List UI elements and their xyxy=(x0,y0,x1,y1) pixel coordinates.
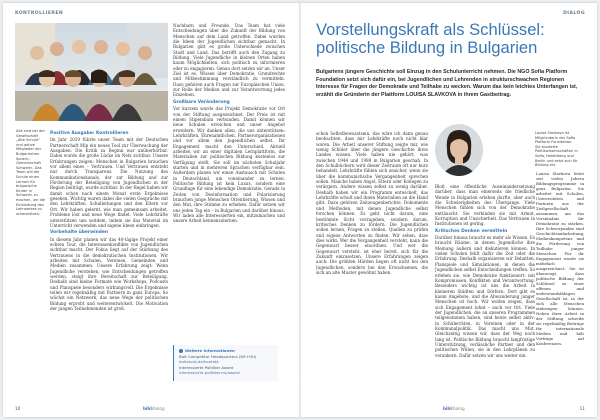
right-side-column xyxy=(536,171,584,401)
info-label-1: Bolt Competitor Headquarters (DE+HU) xyxy=(179,353,257,359)
article-lead: Bulgariens jüngere Geschichte soll Einzug in den Schulunterricht nehmen. Die NGO Sofia Platform Foundation setzt sich dafür ein, bei Jugendlichen und Lehrenden in strukturschwachen Regionen Interesse für Fragen der Demokratie und Teilhabe zu wecken. Warum das kein leichtes Unterfangen ist, erzählt die Gründerin der Plattform LOUISA SLAVKOVA in ihrem Gastbeitrag. xyxy=(316,69,578,98)
left-column-2 xyxy=(173,23,285,341)
right-magazine-brand: bihl xyxy=(443,406,452,411)
left-column-1 xyxy=(50,129,168,399)
right-column-1 xyxy=(316,131,428,401)
left-page xyxy=(3,3,299,417)
right-magazine-suffix: dialog xyxy=(451,406,465,411)
info-link-1[interactable]: boltstudy.de/kontakt xyxy=(179,359,219,365)
left-magazine-name xyxy=(143,406,165,411)
subheading-vorbehalte: Vorbehalte überwinden xyxy=(50,230,109,236)
info-label-2: Interessierte Politiker Award xyxy=(179,364,234,370)
paragraph: In diesem Jahr planen wir das 40-tägige Projekt einer echten Tour, die Interessenkonflikte von Jugendlichen sichtbar macht. Der Fokus liegt auf der Stärkung des Vertrauens in die demokratischen Institutionen. Wir arbeiten mit Schulen, Vereinen, Gemeinden und Medien zusammen. Unsere Erfahrung zeigt: Wenn Jugendliche verstehen, wie Entscheidungen getroffen werden, steigt ihre Bereitschaft zur Beteiligung. Deshalb sind kleine Formate wie Workshops, Podcasts und Planspiele besonders wirkungsvoll. Die Ergebnisse teilen wir regelmäßig mit Partnern in ganz Europa. So wächst ein Netzwerk, das neue Wege der politischen Bildung erprobt und weiterentwickelt. Die Motivation der jungen Teilnehmenden ist groß. xyxy=(50,236,168,311)
subheading-kontrollieren: Positive Ausgabe: Kontrollieren xyxy=(50,131,129,136)
group-photo-image xyxy=(15,23,168,121)
subheading-veraenderung: Großbare Veränderung xyxy=(173,99,230,105)
left-page-number: 10 xyxy=(15,406,21,411)
paragraph: schon Selbstbewusstsein, das wäre ich dann genau beobachten, dass mir Lehrkräfte noch nicht klar waren. Die Arbeit unserer Stiftung zeigte mir, wie wenig Schüler über die jüngere Geschichte ihres Landes wissen. Viele haben nie gehört, was zwischen 1944 und 1989 in Bulgarien geschah. In den Schulbüchern wird dieser Zeitraum oft nur kurz behandelt. Lehrkräfte fühlen sich unsicher, wenn sie über die kommunistische Vergangenheit sprechen sollen. Manche haben Angst, Eltern oder Kollegen zu verärgern. Andere wissen selbst zu wenig darüber. Deshalb haben wir ein Programm entwickelt, das Lehrkräfte schult und ihnen Materialien an die Hand gibt. Dazu gehören Zeitzeugenberichte, Dokumente und Methoden, mit denen Jugendliche selbst forschen können. Es geht nicht darum, eine bestimmte Sicht vorzugeben, sondern darum, kritisches Denken zu fördern. Die Jugendlichen sollen lernen, Fragen zu stellen, Quellen zu prüfen und eigene Antworten zu finden. Wir sehen, dass dies wirkt: Wer die Vergangenheit versteht, kann die Gegenwart besser einordnen. Und wer die Gegenwart versteht, ist eher bereit, sich für die Zukunft einzusetzen. Unsere Erfahrungen zeigen auch: Die größten Hürden liegen oft nicht bei den Jugendlichen, sondern bei den Erwachsenen, die sich an alte Muster gewöhnt haben. xyxy=(316,131,428,275)
paragraph: Bloß eine öffentliche Auseinandersetzung darüber, dass man einerseits die friedliche Wende in Bulgarien erleben durfte, aber auch die Schwierigkeiten des Übergangs. Viele Menschen fühlen sich von der Demokratie enttäuscht. Sie verbinden sie mit Armut, Korruption und Unsicherheit. Das Vertrauen in Institutionen ist gering. xyxy=(435,184,535,227)
right-section-label: DIALOG xyxy=(563,11,585,16)
right-magazine-name xyxy=(443,406,465,411)
author-portrait xyxy=(435,124,483,176)
paragraph: Darüber hinaus braucht es mehr als Wissen. Es braucht Räume, in denen Jugendliche ihre Meinung äußern und diskutieren können. In vielen Schulen fehlt dafür die Zeit oder die Erfahrung. Deshalb organisieren wir Debatten, Planspiele und Simulationen, in denen die Jugendlichen selbst Entscheidungen treffen. So erleben sie, wie Demokratie funktioniert: mit Kompromissen, Konflikten und Verantwortung. Besonders wichtig ist uns die Arbeit in kleineren Städten und Dörfern. Dort gibt es kaum Angebote, und die Abwanderung junger Menschen ist hoch. Wir wollen zeigen, dass sich Engagement lohnt – auch vor Ort. Viele der Jugendlichen, die an unseren Programmen teilgenommen haben, sind heute selbst aktiv: in Schülerräten, in Vereinen oder in der Kommunalpolitik. Das macht uns Mut. Gleichzeitig wissen wir, dass der Weg noch lang ist. Politische Bildung braucht langfristige Unterstützung, verlässliche Partner und den politischen Willen, sie in den Lehrplänen zu verankern. Dafür setzen wir uns weiter ein. xyxy=(435,235,535,358)
left-section-label: KONTROLLIEREN xyxy=(15,11,64,16)
info-icon xyxy=(179,349,183,353)
group-photo-caption: Alle sind bei der Gesellschaft „Alte Schule“ und aktive Mitglieder der Bulgarischen Sprach-Gemeinschaft Schwerin. Das Team will die Schule einen Lernort für bulgarische Kinder in Schwerin zu machen, um die Einbindung des Lehrwerkes zu unterstützen. xyxy=(16,129,46,216)
author-caption: Louisa Slavkova ist Mitgründerin der Sofia Platform Foundation. Sie studierte Politikwissenschaften in Sofia, Heidelberg und Berlin und setzt sich für Bildung ein. xyxy=(535,131,578,168)
paragraph: Im Jahr 2019 führte unser Team mit der Deutschen Partnerschaft Mip ein neues Tool zur Überwachung der Ausgaben. Die Kritik zu Beginn war unüberhörbar. Dabei wurde die große Lücke im Netz sichtbar. Unsere Erfahrungen zeigen: Menschen in Bulgarien brauchen vor allem eines – Vertrauen. Und Vertrauen entsteht nur durch Transparenz. Die Nutzung des Kommunikationskanals, der zur Bildung und zur Förderung der Beteiligung von Jugendlichen in der Region beiträgt, wurde sichtbar. In der Regel haben wir damit schon nach einem Monat erste Ergebnisse gesehen. Wichtig waren dabei die vielen Gespräche mit den Lehrkräften, Schulleitungen und den Eltern vor Ort. Wir haben gelernt, wie man gemeinsam arbeitet, Probleme löst und neue Wege findet. Viele Lehrkräfte unterstützen uns seitdem, indem sie das Material im Unterricht verwenden und eigene Ideen einbringen. xyxy=(50,137,168,228)
info-box-title: Weitere Informationen xyxy=(185,348,235,353)
right-page-number: 11 xyxy=(579,406,585,411)
info-link-2[interactable]: interessierte-politiker.eu/award xyxy=(179,370,240,376)
author-portrait-image xyxy=(435,124,483,176)
info-box xyxy=(173,345,278,381)
article-title: Vorstellungskraft als Schlüssel: politische Bildung in Bulgarien xyxy=(316,20,545,58)
right-column-2 xyxy=(435,184,535,404)
left-magazine-brand: bihl xyxy=(143,406,152,411)
paragraph: Nachbarn und Freunde. Das Team hat viele Entscheidungen über die Zukunft der Bildung von Menschen auf dem Land getroffen. Dabei wurden die Ideen der Jugendlichen sichtbar gemacht. In Bulgarien gibt es große Unterschiede zwischen Stadt und Land. Das betrifft auch den Zugang zu Bildung. Viele Jugendliche in kleinen Orten haben kaum Möglichkeiten, sich politisch zu informieren oder zu engagieren. Genau dort setzen wir an. Unser Ziel ist es, Wissen über Demokratie, Grundrechte und Mitbestimmung verständlich zu vermitteln. Dazu gehören auch Fragen zur Europäischen Union, zur Rolle der Medien und zur Verantwortung jedes Einzelnen. xyxy=(173,23,285,98)
left-magazine-suffix: dialog xyxy=(151,406,165,411)
paragraph: Vor kurzem wurde das Projekt Demokratie vor Ort von der Stiftung ausgezeichnet. Der Preis ist mit einem Stipendium verbunden. Damit können wir neue Schulen erreichen und unser Angebot erweitern. Wir danken allen, die uns unterstützen: Lehrkräften, Ehrenamtlichen, Partnerorganisationen und vor allem den Jugendlichen selbst. Ihr Engagement macht den Unterschied. Aktuell arbeiten wir an einer digitalen Lernplattform, die Materialien zur politischen Bildung kostenlos zur Verfügung stellt. Sie soll im nächsten Schuljahr starten und in mehreren Sprachen verfügbar sein. Außerdem planen wir einen Austausch mit Schulen in Deutschland, um voneinander zu lernen. Politische Bildung ist kein Luxus, sondern eine Grundlage für eine lebendige Demokratie. Gerade in Zeiten von Desinformation und Polarisierung brauchen junge Menschen Orientierung, Wissen und den Mut, ihre Stimme zu erheben. Dafür setzen wir uns jeden Tag ein – in Bulgarien und darüber hinaus. Wir laden alle Interessierten ein, mitzumachen und unsere Arbeit kennenzulernen. xyxy=(173,106,285,224)
subheading-kritisches-denken: Kritisches Denken vermitteln xyxy=(435,228,508,234)
paragraph: Louisa Slavkova leitet seit vielen Jahren Bildungsprogramme in ganz Bulgarien. Sie arbeitet mit Schulen, Universitäten und Partnern aus der Zivilgesellschaft zusammen, um das Verständnis für Demokratie zu stärken. Ihre Schwerpunkte sind Geschichtsaufarbeitung, Medienkompetenz und die Förderung von Teilhabe junger Menschen. Für ihr Engagement wurde sie mehrfach ausgezeichnet. Sie ist überzeugt, dass politische Bildung der Schlüssel zu einer offenen und widerstandsfähigen Gesellschaft ist, in der sich alle Menschen einbringen können. Neben ihrer Arbeit in der Stiftung schreibt sie regelmäßig Beiträge für internationale Medien und hält Vorträge auf Konferenzen. xyxy=(536,171,584,346)
magazine-spread xyxy=(3,3,597,417)
group-photo xyxy=(15,23,168,121)
